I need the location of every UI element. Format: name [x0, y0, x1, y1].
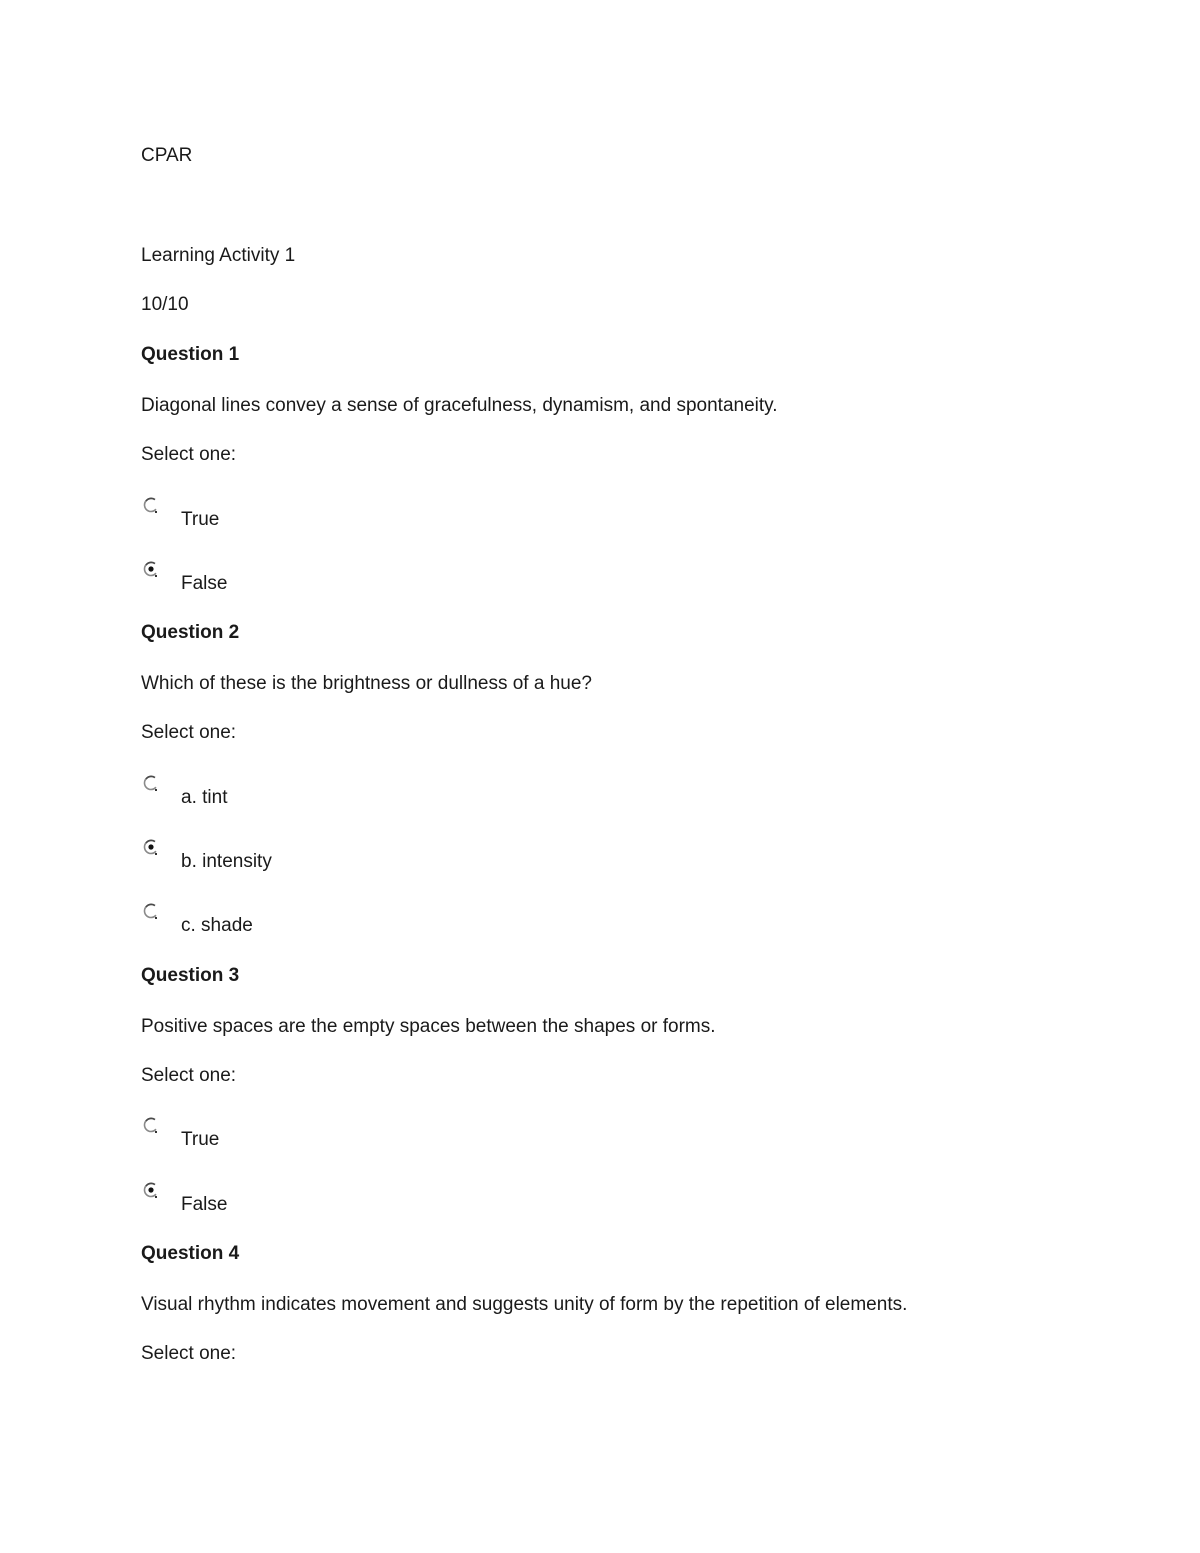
radio-button[interactable] [143, 1182, 163, 1202]
question-1-label: Question 1 [141, 344, 240, 365]
radio-button[interactable] [143, 1117, 163, 1137]
radio-checked-icon [143, 1182, 163, 1202]
question-2-label: Question 2 [141, 622, 240, 643]
radio-button[interactable] [143, 839, 163, 859]
question-2-text: Which of these is the brightness or dullness of a hue? [141, 673, 592, 694]
radio-unchecked-icon [143, 775, 163, 795]
radio-unchecked-icon [143, 1117, 163, 1137]
question-4-prompt: Select one: [141, 1343, 237, 1364]
option-label: True [181, 1129, 220, 1150]
question-1-text: Diagonal lines convey a sense of gracefulness, dynamism, and spontaneity. [141, 395, 778, 416]
radio-checked-icon [143, 561, 163, 581]
score: 10/10 [141, 294, 189, 315]
question-3-label: Question 3 [141, 965, 240, 986]
radio-unchecked-icon [143, 497, 163, 517]
option-label: b. intensity [181, 851, 272, 872]
question-3-prompt: Select one: [141, 1065, 237, 1086]
question-2-prompt: Select one: [141, 722, 237, 743]
option-label: False [181, 573, 228, 594]
option-label: a. tint [181, 787, 228, 808]
question-4-text: Visual rhythm indicates movement and suggests unity of form by the repetition of elements. [141, 1294, 908, 1315]
radio-button[interactable] [143, 775, 163, 795]
radio-button[interactable] [143, 903, 163, 923]
option-label: True [181, 509, 220, 530]
radio-checked-icon [143, 839, 163, 859]
question-3-text: Positive spaces are the empty spaces between the shapes or forms. [141, 1016, 716, 1037]
option-label: False [181, 1194, 228, 1215]
question-1-prompt: Select one: [141, 444, 237, 465]
radio-button[interactable] [143, 497, 163, 517]
radio-button[interactable] [143, 561, 163, 581]
question-4-label: Question 4 [141, 1243, 240, 1264]
radio-unchecked-icon [143, 903, 163, 923]
option-label: c. shade [181, 915, 253, 936]
course-title: CPAR [141, 145, 193, 166]
activity-title: Learning Activity 1 [141, 245, 296, 266]
